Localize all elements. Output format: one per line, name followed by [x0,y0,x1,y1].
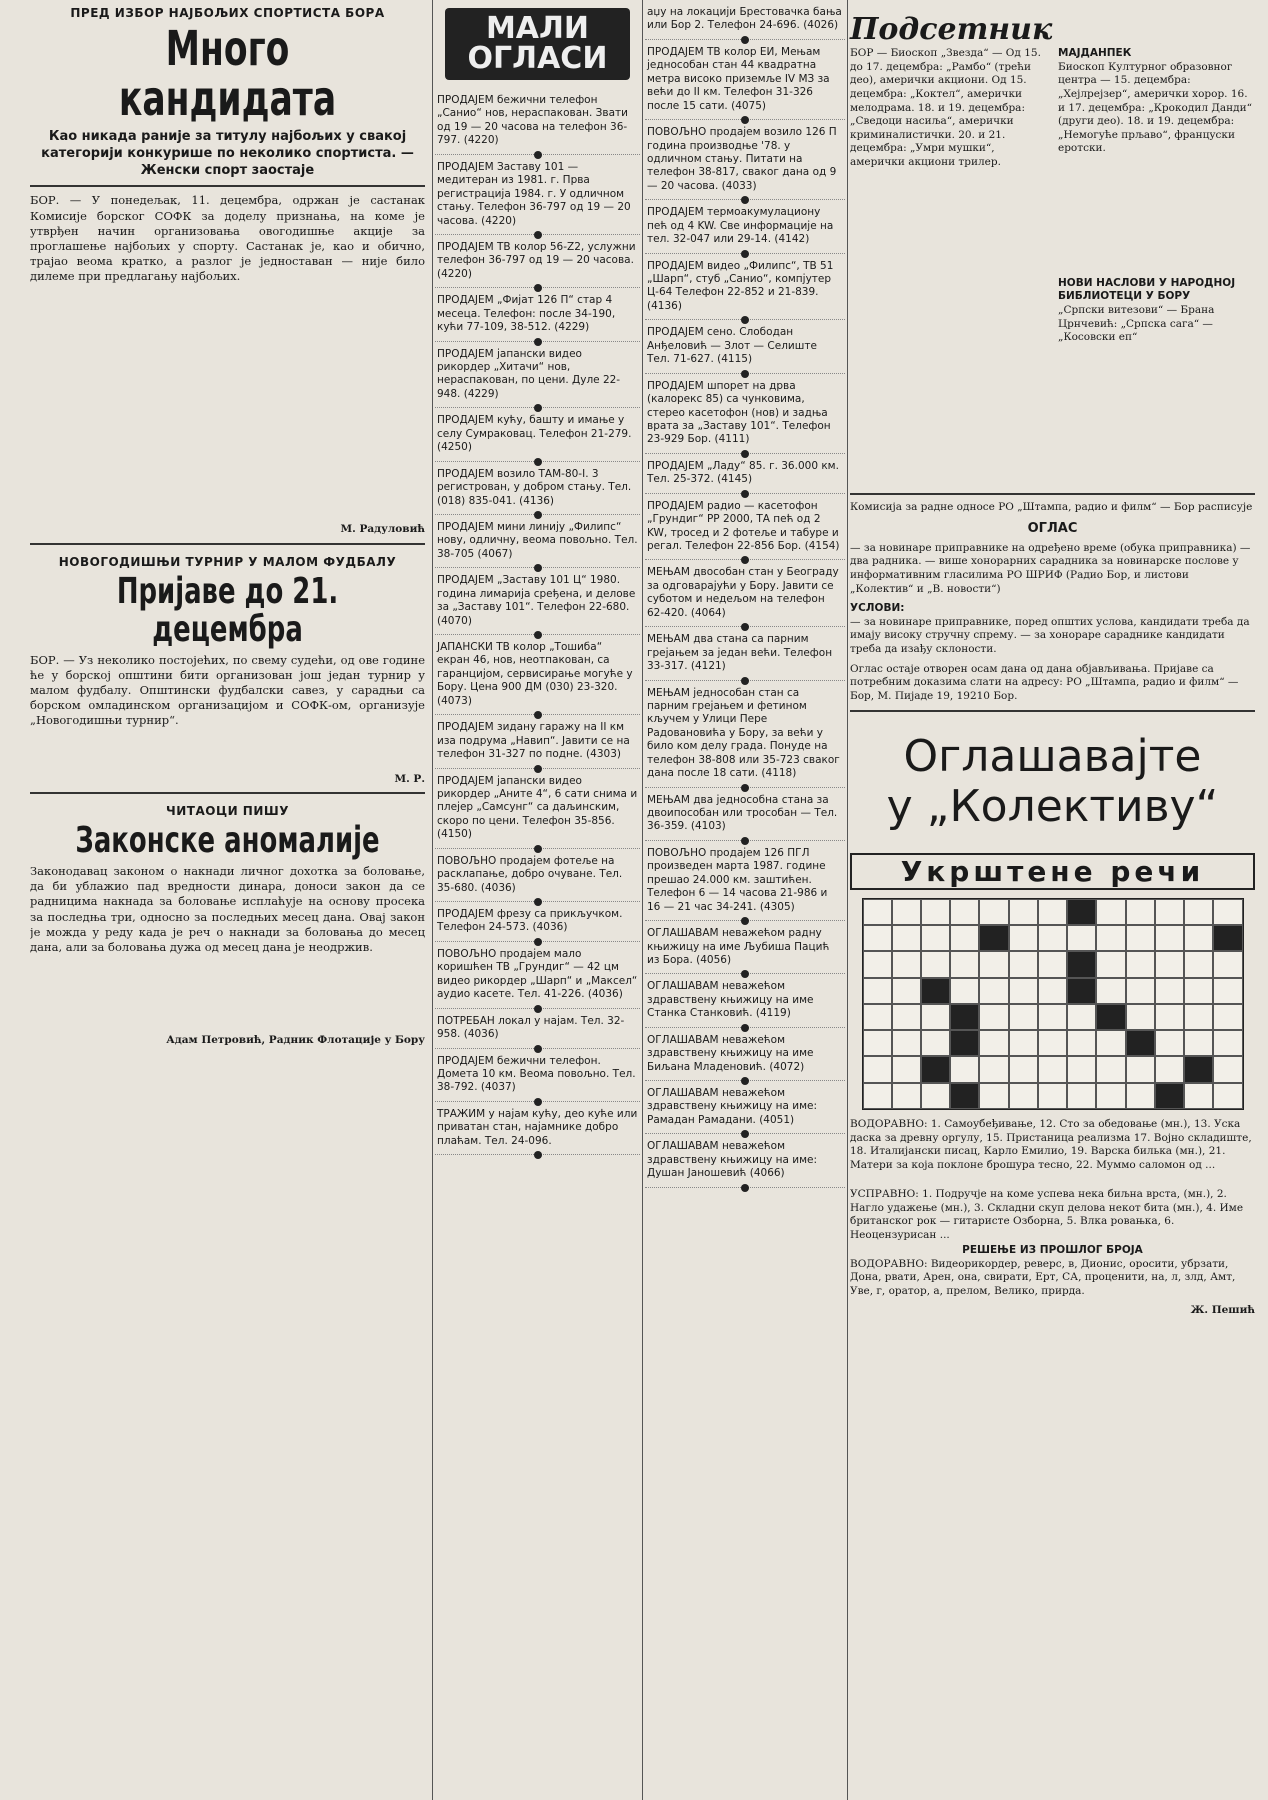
crossword-cell [863,925,892,951]
crossword-cell [1009,1083,1038,1109]
crossword-cell [1038,1056,1067,1082]
crossword-cell [1155,1083,1184,1109]
conditions-title: УСЛОВИ: [850,602,905,615]
classifieds-title [445,8,630,80]
crossword-cell [979,1083,1008,1109]
reminder-header: Подсетник [850,12,1053,47]
crossword-cell [1096,951,1125,977]
crossword-cell [1038,1004,1067,1030]
signature: Адам Петровић, Радник Флотације у Бору [166,1034,425,1047]
crossword-cell [1184,899,1213,925]
column-sports [30,0,425,1800]
crossword-cell [1213,951,1242,977]
section-title: НОВИ НАСЛОВИ У НАРОДНОЈ БИБЛИОТЕЦИ У БОРУ [1058,276,1236,303]
headline: Пријаве до 21. децембра [116,571,339,650]
kicker: ПРЕД ИЗБОР НАЈБОЉИХ СПОРТИСТА БОРА [70,6,385,20]
classified-ad: ПРОДАЈЕМ шпорет на дрва (калорекс 85) са чунковима, стерео касетофон (нов) и задња врата за „Заставу 101“. Телефон 23-929 Бор. (4111) [645,374,845,454]
crossword-cell [1067,899,1096,925]
crossword-cell [892,1083,921,1109]
crossword-cell [1038,925,1067,951]
classified-ad: ЈАПАНСКИ ТВ колор „Тошиба“ екран 46, нов, неотпакован, са гаранцијом, сервисирање могуће у Бору. Цена 900 ДМ (030) 23-320. (4073) [435,635,640,715]
signature: М. Радуловић [340,523,425,536]
classified-ad: ПРОДАЈЕМ јапански видео рикордер „Хитачи“ нов, нераспакован, по цени. Дуле 22-948. (4229) [435,342,640,409]
solution-title: РЕШЕЊЕ ИЗ ПРОШЛОГ БРОЈА [962,1243,1143,1256]
listing-body: Биоскоп Културног образовног центра — 15. децембра: „Хејлрејзер“, амерички хорор. 16. и 17. децембра: „Крокодил Данди“ (други део). 18. и 19. децембра: „Немогуће прљаво“, француски еротски. [1058,60,1252,155]
library-body: „Српски витезови“ — Брана Црнчевић: „Српска сага“ — „Косовски еп“ [1058,303,1215,344]
crossword-cell [950,925,979,951]
crossword-cell [921,925,950,951]
promo-line-1: Оглашавајте [903,730,1202,782]
classified-ad: ПРОДАЈЕМ „Фијат 126 П“ стар 4 месеца. Телефон: после 34-190, кући 77-109, 38-512. (4229) [435,288,640,341]
notice-title: ОГЛАС [1027,520,1078,536]
crossword-cell [892,1030,921,1056]
column-reminders [850,0,1255,1800]
crossword-cell [1184,1004,1213,1030]
crossword-cell [921,1056,950,1082]
crossword-cell [1038,1083,1067,1109]
crossword-cell [979,925,1008,951]
crossword-cell [1126,1056,1155,1082]
crossword-cell [950,1083,979,1109]
classified-ad: ПРОДАЈЕМ фрезу са прикључком. Телефон 24-573. (4036) [435,902,640,942]
classified-ad: ПОВОЉНО продајем фотеље на расклапање, добро очуване. Тел. 35-680. (4036) [435,849,640,902]
classified-ad: ОГЛАШАВАМ неважећом здравствену књижицу на име: Рамадан Рамадани. (4051) [645,1081,845,1134]
column-classifieds-2 [645,0,845,1800]
crossword-cell [1184,978,1213,1004]
lede: Као никада раније за титулу најбољих у свакој категорији конкурише по неколико спортиста. — Женски спорт заостаје [41,128,414,178]
crossword-cell [1009,978,1038,1004]
crossword-title: Укрштене речи [850,853,1255,890]
crossword-cell [921,1030,950,1056]
crossword-cell [1213,925,1242,951]
signature: М. Р. [394,772,425,785]
crossword-cell [1009,1004,1038,1030]
notice-end: Оглас остаје отворен осам дана од дана објављивања. Пријаве са потребним доказима слати на адресу: РО „Штампа, радио и филм“ — Бор, М. Пијаде 19, 19210 Бор. [850,662,1239,703]
tv-listing: БОР — Биоскоп „Звезда“ — Од 15. до 17. децембра: „Рамбо“ (трећи део), амерички акциони. Од 15. децембра: „Коктел“, амерички мелодрама. 18. и 19. децембра: „Сведоци насиља“, амерички криминалистички. 20. и 21. децембра: „Умри мушки“, амерички акциони трилер. [850,47,1041,169]
classified-ad: ПРОДАЈЕМ радио — касетофон „Грундиг“ РР 2000, ТА пећ од 2 KW, тросед и 2 фотеље и табуре и регал. Телефон 22-856 Бор. (4154) [645,494,845,561]
crossword-cell [921,899,950,925]
divider [30,185,425,187]
crossword-cell [979,978,1008,1004]
classified-ad: ПРОДАЈЕМ „Заставу 101 Ц“ 1980. година лимарија сређена, и делове за „Заставу 101“. Телефон 22-680. (4070) [435,568,640,635]
crossword-cell [1126,1004,1155,1030]
promo [850,732,1255,833]
classified-list [435,88,640,1155]
crossword-cell [1096,899,1125,925]
notice-head: Комисија за радне односе РО „Штампа, радио и филм“ — Бор расписује [850,501,1253,513]
classified-ad: МЕЊАМ два једнособна стана за двоипособан или трособан — Тел. 36-359. (4103) [645,788,845,841]
crossword-cell [1155,1056,1184,1082]
crossword-cell [1126,1030,1155,1056]
crossword-cell [979,951,1008,977]
signature: Ж. Пешић [1190,1303,1255,1316]
divider [30,543,425,545]
classified-ad: аџу на локацији Брестовачка бања или Бор 2. Телефон 24-696. (4026) [645,0,845,40]
separator-dot [741,1184,749,1192]
classified-list [645,0,845,1188]
classified-ad: ТРАЖИМ у најам кућу, део куће или приватан стан, најамнике добро плаћам. Тел. 24-096. [435,1102,640,1155]
crossword-cell [1009,899,1038,925]
classified-ad: ПРОДАЈЕМ бежични телефон. Домета 10 км. Веома повољно. Тел. 38-792. (4037) [435,1049,640,1102]
crossword-cell [1067,1004,1096,1030]
classified-ad: ОГЛАШАВАМ неважећом радну књижицу на име Љубиша Пацић из Бора. (4056) [645,921,845,974]
crossword-cell [1126,899,1155,925]
divider [850,493,1255,495]
article-body: Законодавац законом о накнади личног дохотка за боловање, да би ублажио пад вредности динара, доноси закон да се радницима накнада за боловање исплаћује на основу просека за последња три, односно за последњих месец дана. Овај закон је можда у реду када је реч о накнади за боловања до месец дана, али за боловања дужа од месец дана је неодржив. [30,864,425,954]
classified-ad: ОГЛАШАВАМ неважећом здравствену књижицу на име Биљана Младеновић. (4072) [645,1028,845,1081]
crossword-across: ВОДОРАВНО: 1. Самоубеђивање, 12. Сто за обедовање (мн.), 13. Уска даска за древну оргулу, 15. Пристаница реализма 17. Војно складиште, 18. Италијански писац, Карло Емилио, 19. Варска билька (мн.), 21. Матери за која поклоне брошура тесно, 22. Муммо саломон од ... [850,1117,1252,1171]
crossword-cell [1213,1030,1242,1056]
crossword-cell [950,1004,979,1030]
crossword-cell [1126,925,1155,951]
crossword-cell [1009,1056,1038,1082]
crossword-cell [892,1056,921,1082]
crossword-cell [1096,1056,1125,1082]
crossword-cell [892,1004,921,1030]
article-body: БОР. — У понедељак, 11. децембра, одржан је састанак Комисије борског СОФК за доделу признања, на коме је утврђен начин организовања овогодишње акције за проглашење најбољих у спорту. Састанак је, као и обично, трајао веома кратко, а разлог је једноставан — није било дилеме при предлагању најбољих. [30,193,425,284]
classified-ad: ПРОДАЈЕМ мини линију „Филипс“ нову, одличну, веома повољно. Тел. 38-705 (4067) [435,515,640,568]
crossword-cell [1067,925,1096,951]
crossword-cell [1213,1056,1242,1082]
headline: Законске аномалије [75,820,380,862]
crossword-cell [1096,1004,1125,1030]
maidanpek-listing [1058,47,1253,487]
crossword-grid [862,898,1244,1110]
conditions: — за новинаре приправнике, поред општих услова, кандидати треба да имају високу стручну спрему. — за хонораре сараднике кандидати треба да изађу склоности. [850,615,1250,656]
column-rule-1 [432,0,433,1800]
crossword-cell [921,1004,950,1030]
crossword-cell [921,1083,950,1109]
divider [850,710,1255,712]
crossword-cell [1184,1030,1213,1056]
classified-ad: ПОТРЕБАН локал у најам. Тел. 32-958. (4036) [435,1009,640,1049]
crossword-cell [892,951,921,977]
crossword-cell [1155,925,1184,951]
crossword-cell [979,1056,1008,1082]
classifieds-title-line-1: МАЛИ [485,11,590,46]
crossword-cell [892,899,921,925]
crossword-cell [863,1004,892,1030]
crossword-cell [1155,978,1184,1004]
crossword-cell [1213,899,1242,925]
headline: Много кандидата [118,21,337,128]
crossword-cell [863,1056,892,1082]
classified-ad: ОГЛАШАВАМ неважећом здравствену књижицу на име Станка Станковић. (4119) [645,974,845,1027]
section-title: МАЈДАНПЕК [1058,47,1132,59]
crossword-cell [1213,1083,1242,1109]
crossword-cell [1067,951,1096,977]
classifieds-title-line-2: ОГЛАСИ [467,41,608,76]
crossword-cell [1067,978,1096,1004]
crossword-cell [921,978,950,1004]
classified-ad: ПРОДАЈЕМ ТВ колор 56-Z2, услужни телефон 36-797 од 19 — 20 часова. (4220) [435,235,640,288]
crossword-cell [1096,1083,1125,1109]
classified-ad: ПРОДАЈЕМ видео „Филипс“, ТВ 51 „Шарп“, стуб „Санио“, компјутер Ц-64 Телефон 22-852 и 21-839. (4136) [645,254,845,321]
classified-ad: ПРОДАЈЕМ ТВ колор ЕИ, Мењам једнособан стан 44 квадратна метра високо приземље IV МЗ за већи до II км. Телефон 31-326 после 15 сати. (4075) [645,40,845,120]
classified-ad: ПОВОЉНО продајем мало коришћен ТВ „Грундиг“ — 42 цм видео рикордер „Шарп“ и „Максел“ аудио касете. Тел. 41-226. (4036) [435,942,640,1009]
crossword-cell [979,1030,1008,1056]
kicker: ЧИТАОЦИ ПИШУ [166,804,289,819]
column-rule-2 [642,0,643,1800]
classified-ad: ПОВОЉНО продајем 126 ПГЛ произведен марта 1987. године прешао 24.000 км. заштићен. Телефон 6 — 14 часова 21-986 и 16 — 21 час 34-241. (4305) [645,841,845,921]
crossword-down: УСПРАВНО: 1. Подручје на коме успева нека биљна врста, (мн.), 2. Нагло удажење (мн.), 3. Складни скуп делова некот бита (мн.), 4. Име британског рок — гитаристе Озборна, 5. Влка ровањка, 6. Неоцензурисан ... [850,1187,1244,1241]
classified-ad: ПРОДАЈЕМ возило ТАМ-80-І. 3 регистрован, у добром стању. Тел. (018) 835-041. (4136) [435,462,640,515]
classified-ad: ПРОДАЈЕМ термоакумулациону пећ од 4 KW. Све информације на тел. 32-047 или 29-14. (4142) [645,200,845,253]
crossword-cell [1009,925,1038,951]
crossword-cell [1038,978,1067,1004]
column-classifieds [435,0,640,1800]
crossword-cell [1213,978,1242,1004]
crossword-cell [1126,1083,1155,1109]
crossword-cell [1009,1030,1038,1056]
crossword-cell [1067,1056,1096,1082]
crossword-cell [863,951,892,977]
crossword-cell [950,978,979,1004]
kicker: НОВОГОДИШЊИ ТУРНИР У МАЛОМ ФУДБАЛУ [58,555,397,570]
crossword-cell [950,1056,979,1082]
crossword-cell [1067,1030,1096,1056]
promo-line-2: у „Колективу“ [886,781,1219,833]
crossword-cell [1155,899,1184,925]
crossword-cell [1096,978,1125,1004]
classified-ad: ПРОДАЈЕМ сено. Слободан Анђеловић — Злот — Селиште Тел. 71-627. (4115) [645,320,845,373]
notice-body: — за новинаре приправнике на одређено време (обука приправника) — два радника. — више хонорарних сарадника за новинарске послове у информативним гласилима РО ШРИФ (Радио Бор, и листови „Колектив“ и „В. новости“) [850,541,1251,595]
crossword-cell [979,899,1008,925]
crossword-cell [1096,925,1125,951]
classified-ad: МЕЊАМ једнособан стан са парним грејањем и фетином кључем у Улици Пере Радовановића у Бору, за већи у било ком делу града. Понуде на телефон 38-808 или 35-723 сваког дана после 18 сати. (4118) [645,681,845,788]
crossword-cell [1155,1004,1184,1030]
crossword-cell [1213,1004,1242,1030]
crossword-cell [950,899,979,925]
crossword-cell [863,899,892,925]
crossword-cell [1155,1030,1184,1056]
separator-dot [534,1151,542,1159]
crossword-cell [1184,951,1213,977]
crossword-cell [1126,978,1155,1004]
crossword-cell [1009,951,1038,977]
crossword-cell [1038,1030,1067,1056]
crossword-cell [1155,951,1184,977]
classified-ad: МЕЊАМ два стана са парним грејањем за један већи. Телефон 33-317. (4121) [645,627,845,680]
crossword-cell [863,978,892,1004]
crossword-cell [892,978,921,1004]
classified-ad: ПРОДАЈЕМ бежични телефон „Санио“ нов, нераспакован. Звати од 19 — 20 часова на телефон 36-797. (4220) [435,88,640,155]
crossword-cell [1038,951,1067,977]
classified-ad: ПРОДАЈЕМ Заставу 101 — медитеран из 1981. г. Прва регистрација 1984. г. У одличном стању. Телефон 36-797 од 19 — 20 часова. (4220) [435,155,640,235]
crossword-cell [892,925,921,951]
classified-ad: ПОВОЉНО продајем возило 126 П година производње '78. у одличном стању. Питати на телефон 38-817, сваког дана од 9 — 20 часова. (4033) [645,120,845,200]
column-rule-3 [847,0,848,1800]
crossword-cell [1067,1083,1096,1109]
crossword-cell [1184,1083,1213,1109]
classified-ad: ПРОДАЈЕМ „Ладу“ 85. г. 36.000 км. Тел. 25-372. (4145) [645,454,845,494]
classified-ad: ПРОДАЈЕМ кућу, башту и имање у селу Сумраковац. Телефон 21-279. (4250) [435,408,640,461]
classified-ad: ОГЛАШАВАМ неважећом здравствену књижицу на име: Душан Јаношевић (4066) [645,1134,845,1187]
crossword-cell [921,951,950,977]
classified-ad: ПРОДАЈЕМ јапански видео рикордер „Аните 4“, 6 сати снима и плејер „Самсунг“ са даљинским, скоро по цени. Телефон 35-856. (4150) [435,769,640,849]
crossword-cell [950,951,979,977]
crossword-cell [950,1030,979,1056]
crossword-cell [1126,951,1155,977]
crossword-cell [1038,899,1067,925]
crossword-cell [979,1004,1008,1030]
crossword-cell [1184,925,1213,951]
crossword-cell [1096,1030,1125,1056]
classified-ad: ПРОДАЈЕМ зидану гаражу на II км иза подрума „Навип“. Јавити се на телефон 31-327 по подне. (4303) [435,715,640,768]
classified-ad: МЕЊАМ двособан стан у Београду за одговарајући у Бору. Јавити се суботом и недељом на телефон 62-420. (4064) [645,560,845,627]
divider [30,792,425,794]
crossword-cell [863,1083,892,1109]
solution: ВОДОРАВНО: Видеорикордер, реверс, в, Дионис, оросити, убрзати, Дона, рвати, Арен, она, свирати, Ерт, СА, проценити, на, л, злд, Амт, Уве, г, оратор, а, прелом, Велико, прирда. [850,1257,1236,1297]
listings [850,47,1255,487]
article-body: БОР. — Уз неколико постојећих, по свему судећи, од ове године ће у борској општини бити организован још један турнир у малом фудбалу. Општински фудбалски савез, у сарадњи са борском омладинском организацијом и СОФК-ом, организује „Новогодишњи турнир“. [30,652,425,728]
crossword-cell [1184,1056,1213,1082]
crossword-cell [863,1030,892,1056]
